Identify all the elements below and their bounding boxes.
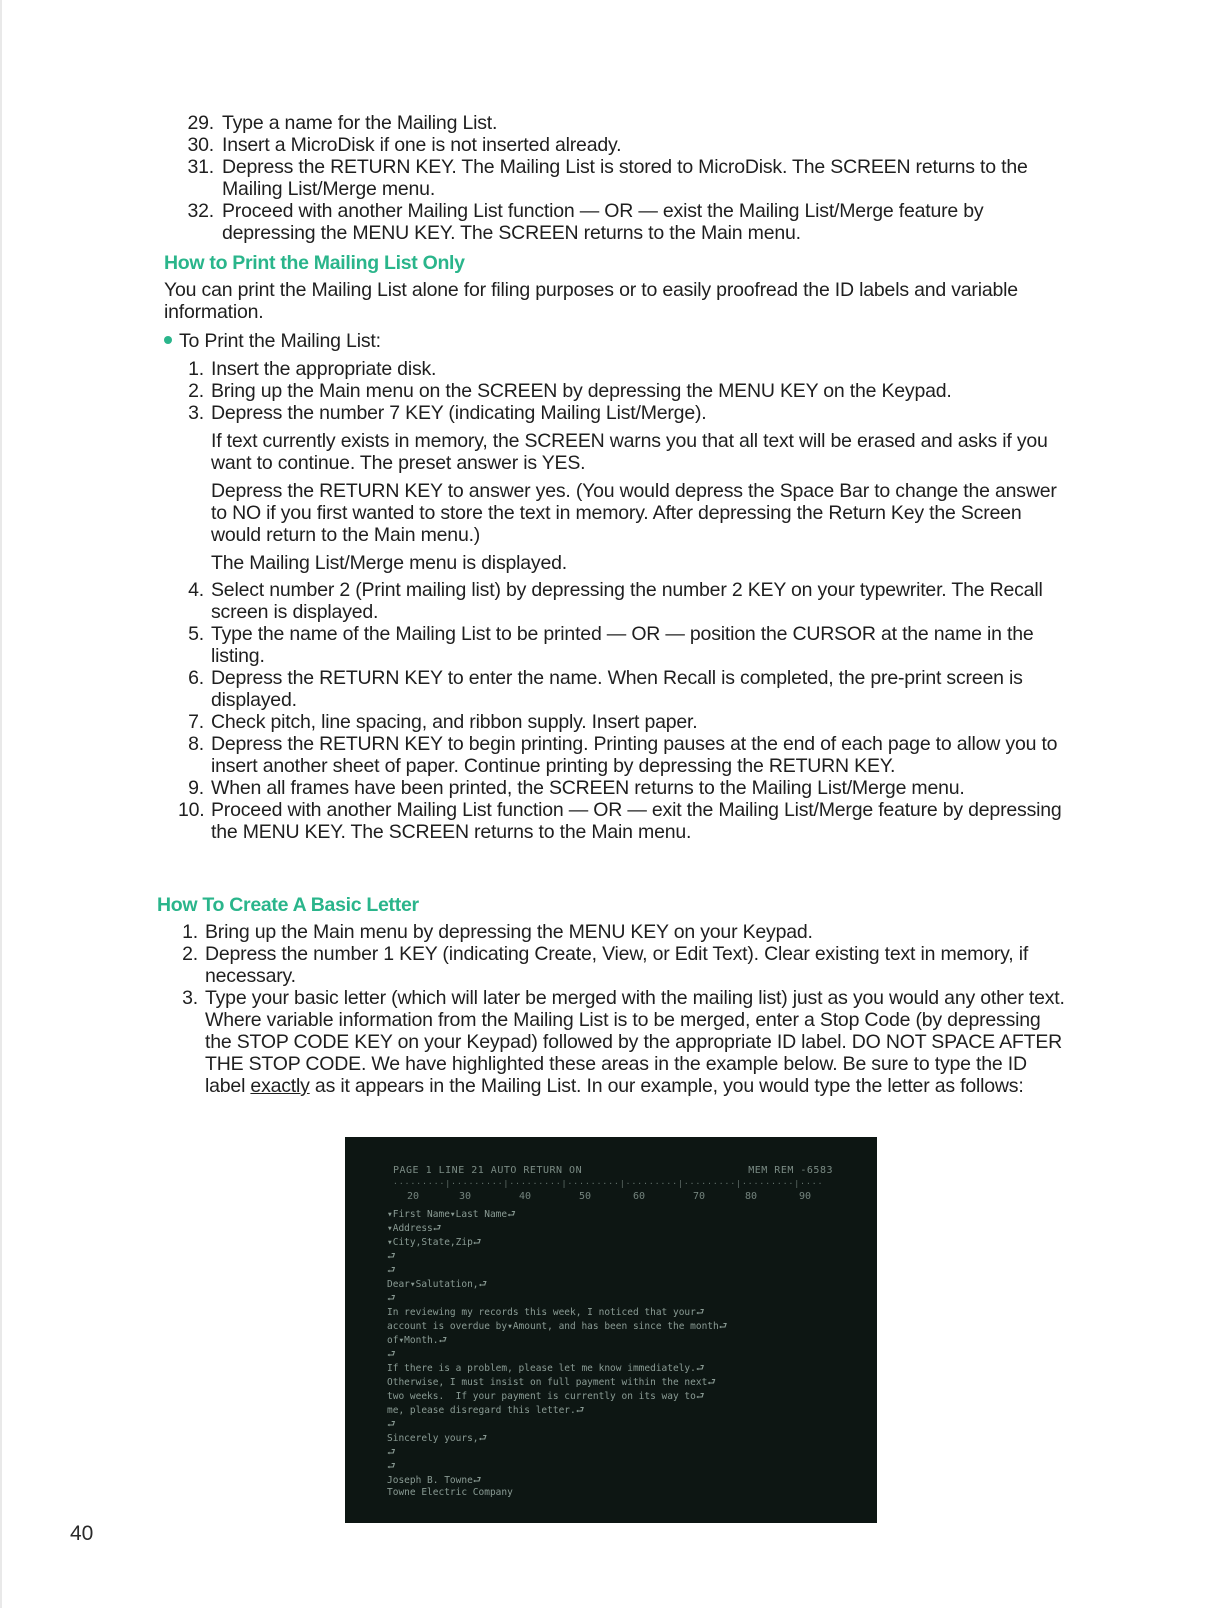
step-number: 31.	[187, 156, 214, 178]
list-item	[187, 156, 1052, 200]
step-text: Depress the RETURN KEY to begin printing. Printing pauses at the end of each page to allow you to insert another sheet of paper. Continue printing by depressing the RETURN KEY.	[211, 733, 1058, 777]
list-item	[188, 380, 1066, 402]
terminal-line: Joseph B. Towne⮐	[387, 1475, 482, 1486]
page-number: 40	[70, 1522, 94, 1545]
step-number: 2.	[188, 380, 204, 402]
list-item	[188, 711, 1066, 733]
step-number: 7.	[188, 711, 204, 733]
list-item	[178, 799, 1066, 843]
page-edge	[0, 0, 2, 1608]
step-number: 3.	[188, 402, 204, 424]
terminal-line: ▾Address⮐	[387, 1223, 442, 1234]
terminal-ruler: ·········|·········|·········|·········|·········|·········|·········|····	[393, 1179, 824, 1188]
terminal-line: Dear▾Salutation,⮐	[387, 1279, 488, 1290]
terminal-line: ▾City,State,Zip⮐	[387, 1237, 482, 1248]
list-item	[182, 987, 1065, 1097]
list-item	[188, 623, 1066, 667]
terminal-line: ⮐	[387, 1349, 396, 1360]
step-number: 1.	[182, 921, 198, 943]
list-item	[187, 112, 1052, 134]
terminal-line: ⮐	[387, 1461, 396, 1472]
list-item	[182, 943, 1065, 987]
terminal-column-mark: 20	[407, 1191, 420, 1202]
section-heading-create: How To Create A Basic Letter	[157, 894, 419, 916]
terminal-line: Otherwise, I must insist on full payment within the next⮐	[387, 1377, 716, 1388]
step-text: Proceed with another Mailing List function — OR — exit the Mailing List/Merge feature by depressing the MENU KEY. The SCREEN returns to the Main menu.	[211, 799, 1062, 843]
step-number: 3.	[182, 987, 198, 1009]
step-text: Bring up the Main menu by depressing the MENU KEY on your Keypad.	[205, 921, 813, 943]
terminal-line: of▾Month.⮐	[387, 1335, 448, 1346]
terminal-line: In reviewing my records this week, I noticed that your⮐	[387, 1307, 705, 1318]
terminal-column-mark: 70	[693, 1191, 706, 1202]
step-number: 2.	[182, 943, 198, 965]
step-number: 9.	[188, 777, 204, 799]
step-number: 30.	[187, 134, 214, 156]
step-text: Type your basic letter (which will later be merged with the mailing list) just as you would any other text. Where variable information from the Mailing List is to be merged, enter a Stop Code (by depressing the STOP CODE KEY on your Keypad) followed by the appropriate ID label. DO NOT SPACE AFTER THE STOP CODE. We have highlighted these areas in the example below. Be sure to type the ID label	[205, 987, 1065, 1097]
create-steps-list	[182, 921, 1065, 1097]
step-text: Depress the number 1 KEY (indicating Create, View, or Edit Text). Clear existing text in memory, if necessary.	[205, 943, 1029, 987]
step-text: Proceed with another Mailing List function — OR — exist the Mailing List/Merge feature by depressing the MENU KEY. The SCREEN returns to the Main menu.	[222, 200, 984, 244]
step-text: Depress the number 7 KEY (indicating Mailing List/Merge).	[211, 402, 707, 424]
step-number: 29.	[187, 112, 214, 134]
print-steps-list	[178, 358, 1066, 843]
step-text: Check pitch, line spacing, and ribbon supply. Insert paper.	[211, 711, 698, 733]
step-number: 10.	[178, 799, 205, 821]
bullet-dot-icon	[164, 336, 172, 344]
step-number: 1.	[188, 358, 204, 380]
top-steps-list	[187, 112, 1052, 244]
step-text: When all frames have been printed, the SCREEN returns to the Mailing List/Merge menu.	[211, 777, 965, 799]
step-number: 6.	[188, 667, 204, 689]
terminal-column-mark: 90	[799, 1191, 812, 1202]
print-intro-paragraph: You can print the Mailing List alone for filing purposes or to easily proofread the ID labels and variable information.	[164, 279, 1018, 323]
step-text: Insert the appropriate disk.	[211, 358, 437, 380]
terminal-column-mark: 30	[459, 1191, 472, 1202]
step-number: 32.	[187, 200, 214, 222]
note-paragraph: If text currently exists in memory, the SCREEN warns you that all text will be erased and asks if you want to continue. The preset answer is YES.	[211, 430, 1048, 474]
terminal-line: Sincerely yours,⮐	[387, 1433, 488, 1444]
step-number: 5.	[188, 623, 204, 645]
step-text: Insert a MicroDisk if one is not inserted already.	[222, 134, 622, 156]
terminal-line: Towne Electric Company	[387, 1487, 513, 1498]
list-item	[188, 579, 1066, 623]
bullet-text: To Print the Mailing List:	[179, 330, 381, 352]
terminal-line: account is overdue by▾Amount, and has been since the month⮐	[387, 1321, 728, 1332]
terminal-line: ⮐	[387, 1293, 396, 1304]
terminal-line: two weeks. If your payment is currently on its way to⮐	[387, 1391, 705, 1402]
step-text: Type the name of the Mailing List to be printed — OR — position the CURSOR at the name in the listing.	[211, 623, 1034, 667]
step-text: Depress the RETURN KEY to enter the name. When Recall is completed, the pre-print screen is displayed.	[211, 667, 1023, 711]
section-heading-print: How to Print the Mailing List Only	[164, 252, 465, 274]
list-item	[187, 134, 1052, 156]
terminal-line: ⮐	[387, 1447, 396, 1458]
step-number: 8.	[188, 733, 204, 755]
terminal-line: ⮐	[387, 1419, 396, 1430]
terminal-screen-image	[345, 1137, 877, 1523]
list-item	[188, 667, 1066, 711]
terminal-status-left: PAGE 1 LINE 21 AUTO RETURN ON	[393, 1165, 583, 1176]
note-paragraph: The Mailing List/Merge menu is displayed.	[211, 552, 567, 574]
underlined-word: exactly	[250, 1075, 310, 1097]
step-number: 4.	[188, 579, 204, 601]
step-text: Depress the RETURN KEY. The Mailing List is stored to MicroDisk. The SCREEN returns to the Mailing List/Merge menu.	[222, 156, 1028, 200]
terminal-line: ⮐	[387, 1265, 396, 1276]
list-item	[182, 921, 1065, 943]
terminal-line: If there is a problem, please let me know immediately.⮐	[387, 1363, 705, 1374]
list-item	[188, 777, 1066, 799]
list-item	[188, 402, 1066, 574]
note-paragraph: Depress the RETURN KEY to answer yes. (You would depress the Space Bar to change the answer to NO if you first wanted to store the text in memory. After depressing the Return Key the Screen would return to the Main menu.)	[211, 480, 1057, 546]
terminal-column-mark: 50	[579, 1191, 592, 1202]
list-item	[188, 733, 1066, 777]
print-bullet	[164, 330, 381, 352]
terminal-line: ▾First Name▾Last Name⮐	[387, 1209, 516, 1220]
list-item	[188, 358, 1066, 380]
terminal-column-mark: 40	[519, 1191, 532, 1202]
list-item	[187, 200, 1052, 244]
terminal-status-right: MEM REM -6583	[748, 1165, 833, 1176]
step-text: as it appears in the Mailing List. In our example, you would type the letter as follows:	[309, 1075, 1024, 1097]
terminal-column-mark: 80	[745, 1191, 758, 1202]
terminal-column-mark: 60	[633, 1191, 646, 1202]
terminal-line: me, please disregard this letter.⮐	[387, 1405, 585, 1416]
step-text: Select number 2 (Print mailing list) by depressing the number 2 KEY on your typewriter. The Recall screen is displayed.	[211, 579, 1043, 623]
terminal-line: ⮐	[387, 1251, 396, 1262]
step-text: Bring up the Main menu on the SCREEN by depressing the MENU KEY on the Keypad.	[211, 380, 952, 402]
step-text: Type a name for the Mailing List.	[222, 112, 498, 134]
